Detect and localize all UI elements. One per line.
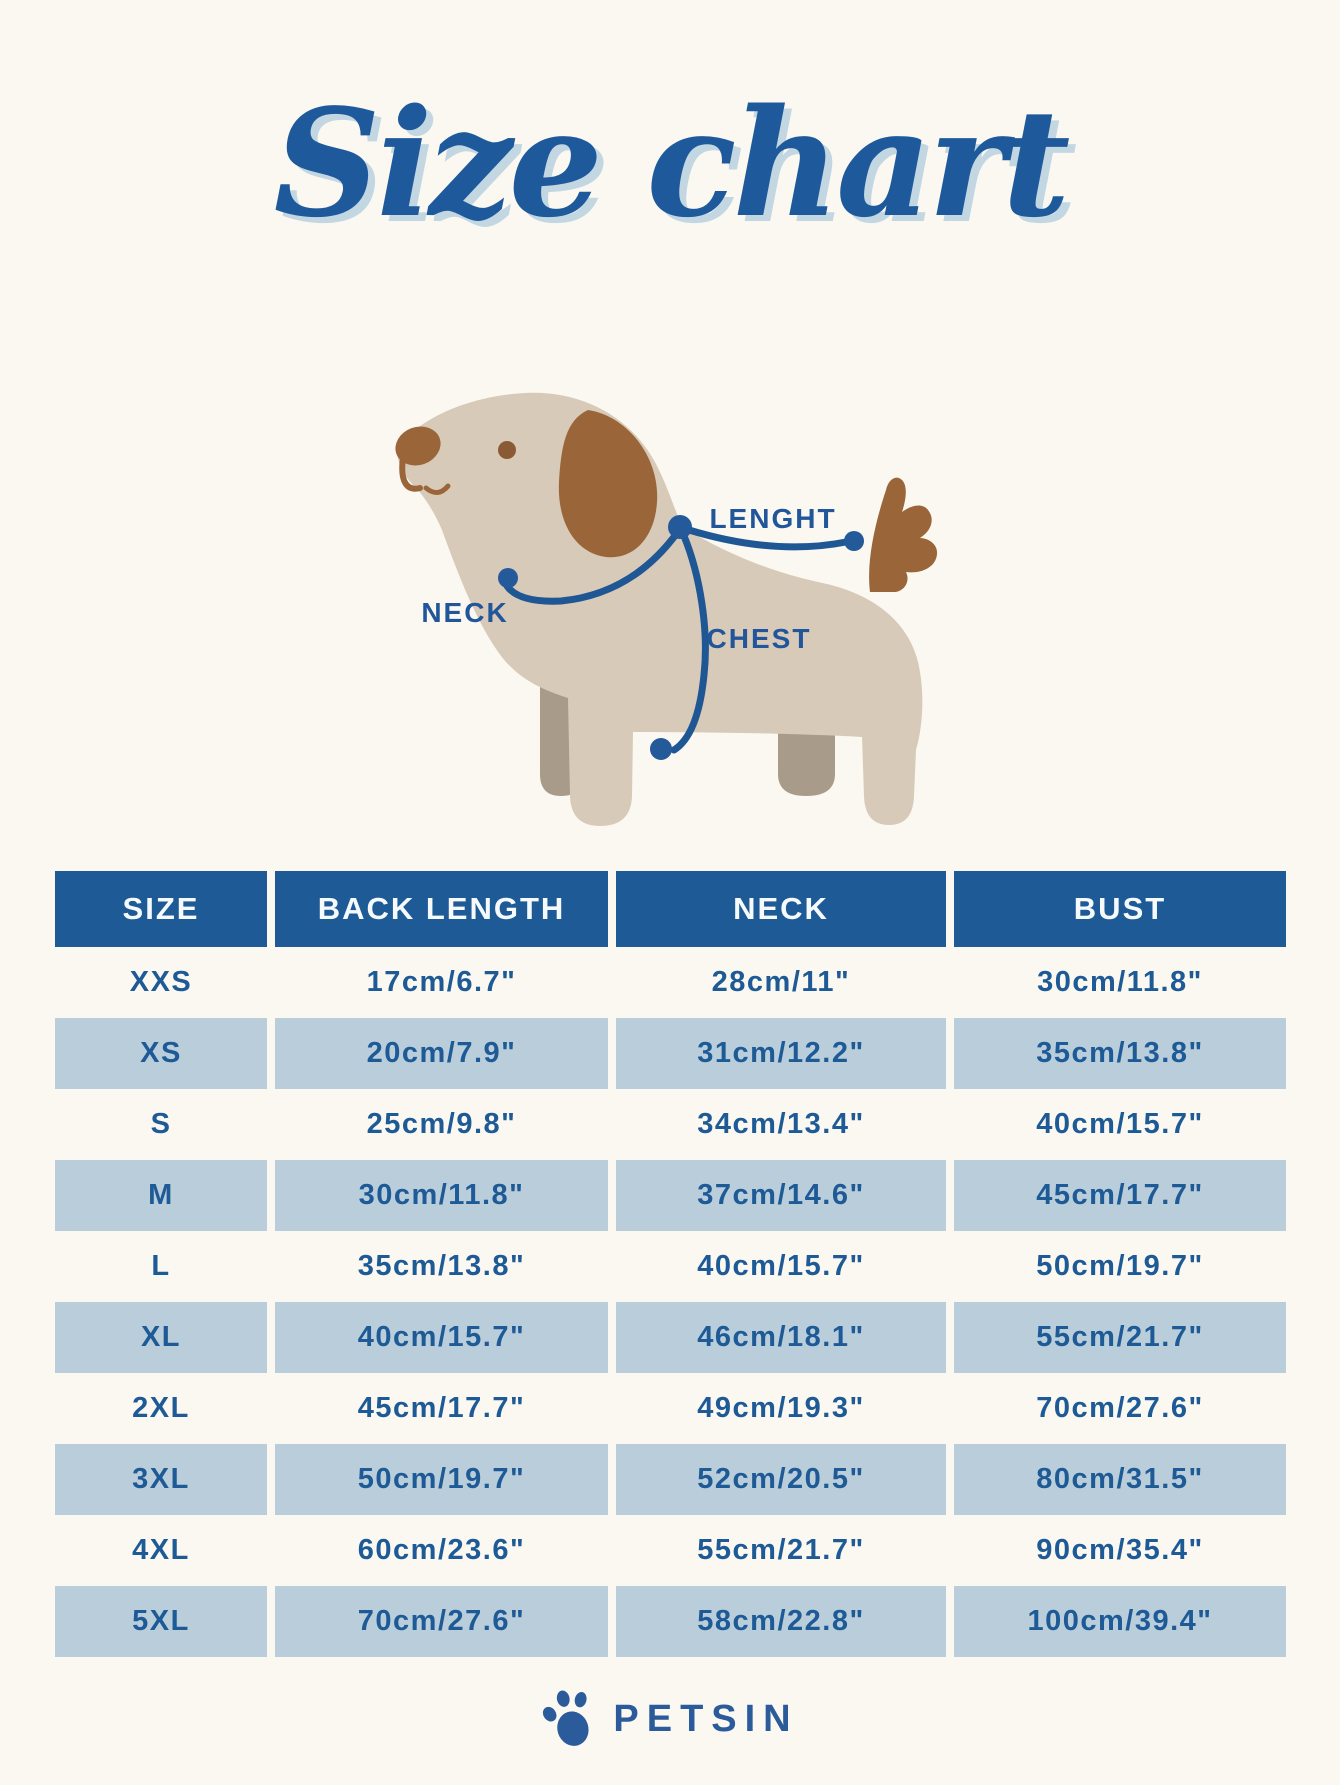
size-cell: XXS	[129, 966, 193, 998]
size-cell: XL	[55, 1302, 267, 1373]
value-cell: 70cm/27.6"	[1036, 1392, 1204, 1424]
table-row	[55, 1373, 1286, 1444]
withers-dot	[668, 515, 692, 539]
size-table	[55, 871, 1286, 1657]
value-cell: 35cm/13.8"	[357, 1250, 526, 1282]
value-cell: 30cm/11.8"	[1037, 966, 1203, 998]
value-cell: 52cm/20.5"	[616, 1444, 946, 1515]
size-cell: 3XL	[55, 1444, 267, 1515]
table-row	[55, 1586, 1286, 1657]
value-cell: 40cm/15.7"	[275, 1302, 608, 1373]
dog-measurement-diagram	[330, 330, 950, 830]
brand-name: PETSIN	[613, 1697, 799, 1740]
value-cell: 55cm/21.7"	[954, 1302, 1286, 1373]
table-row	[55, 1444, 1286, 1515]
value-cell: 35cm/13.8"	[954, 1018, 1286, 1089]
column-header: SIZE	[55, 871, 267, 947]
table-row	[55, 1160, 1286, 1231]
dog-ear	[559, 410, 657, 557]
value-cell: 45cm/17.7"	[357, 1392, 526, 1424]
neck-dot	[498, 568, 518, 588]
value-cell: 50cm/19.7"	[275, 1444, 608, 1515]
brand-footer	[0, 1688, 1340, 1750]
size-cell: S	[150, 1108, 172, 1140]
table-row	[55, 947, 1286, 1018]
chest-dot	[650, 738, 672, 760]
size-cell: XS	[55, 1018, 267, 1089]
value-cell: 55cm/21.7"	[697, 1534, 865, 1566]
value-cell: 28cm/11"	[711, 966, 851, 998]
dog-eye	[498, 441, 516, 459]
table-row	[55, 1089, 1286, 1160]
value-cell: 100cm/39.4"	[954, 1586, 1286, 1657]
value-cell: 80cm/31.5"	[954, 1444, 1286, 1515]
table-row	[55, 1231, 1286, 1302]
paw-icon	[541, 1688, 599, 1750]
dog-tail	[869, 478, 937, 592]
column-header: BACK LENGTH	[275, 871, 608, 947]
table-header-row	[55, 871, 1286, 947]
value-cell: 90cm/35.4"	[1036, 1534, 1204, 1566]
value-cell: 70cm/27.6"	[275, 1586, 608, 1657]
column-header: BUST	[954, 871, 1286, 947]
size-cell: M	[55, 1160, 267, 1231]
value-cell: 40cm/15.7"	[1036, 1108, 1204, 1140]
value-cell: 46cm/18.1"	[616, 1302, 946, 1373]
value-cell: 49cm/19.3"	[697, 1392, 865, 1424]
chest-label: CHEST	[706, 623, 812, 654]
value-cell: 37cm/14.6"	[616, 1160, 946, 1231]
dog-illustration	[330, 330, 950, 830]
value-cell: 34cm/13.4"	[697, 1108, 865, 1140]
value-cell: 17cm/6.7"	[366, 966, 517, 998]
value-cell: 40cm/15.7"	[697, 1250, 865, 1282]
size-cell: 5XL	[55, 1586, 267, 1657]
column-header: NECK	[616, 871, 946, 947]
page-title: Size chart	[273, 76, 1067, 250]
size-cell: 4XL	[132, 1534, 190, 1566]
length-end-dot	[844, 531, 864, 551]
size-cell: 2XL	[132, 1392, 190, 1424]
table-row	[55, 1515, 1286, 1586]
table-row	[55, 1018, 1286, 1089]
value-cell: 45cm/17.7"	[954, 1160, 1286, 1231]
length-label: LENGHT	[709, 503, 837, 534]
value-cell: 20cm/7.9"	[275, 1018, 608, 1089]
table-row	[55, 1302, 1286, 1373]
value-cell: 25cm/9.8"	[366, 1108, 517, 1140]
size-cell: L	[151, 1250, 171, 1282]
value-cell: 30cm/11.8"	[275, 1160, 608, 1231]
value-cell: 50cm/19.7"	[1036, 1250, 1204, 1282]
value-cell: 60cm/23.6"	[357, 1534, 526, 1566]
value-cell: 58cm/22.8"	[616, 1586, 946, 1657]
neck-label: NECK	[421, 597, 509, 628]
value-cell: 31cm/12.2"	[616, 1018, 946, 1089]
